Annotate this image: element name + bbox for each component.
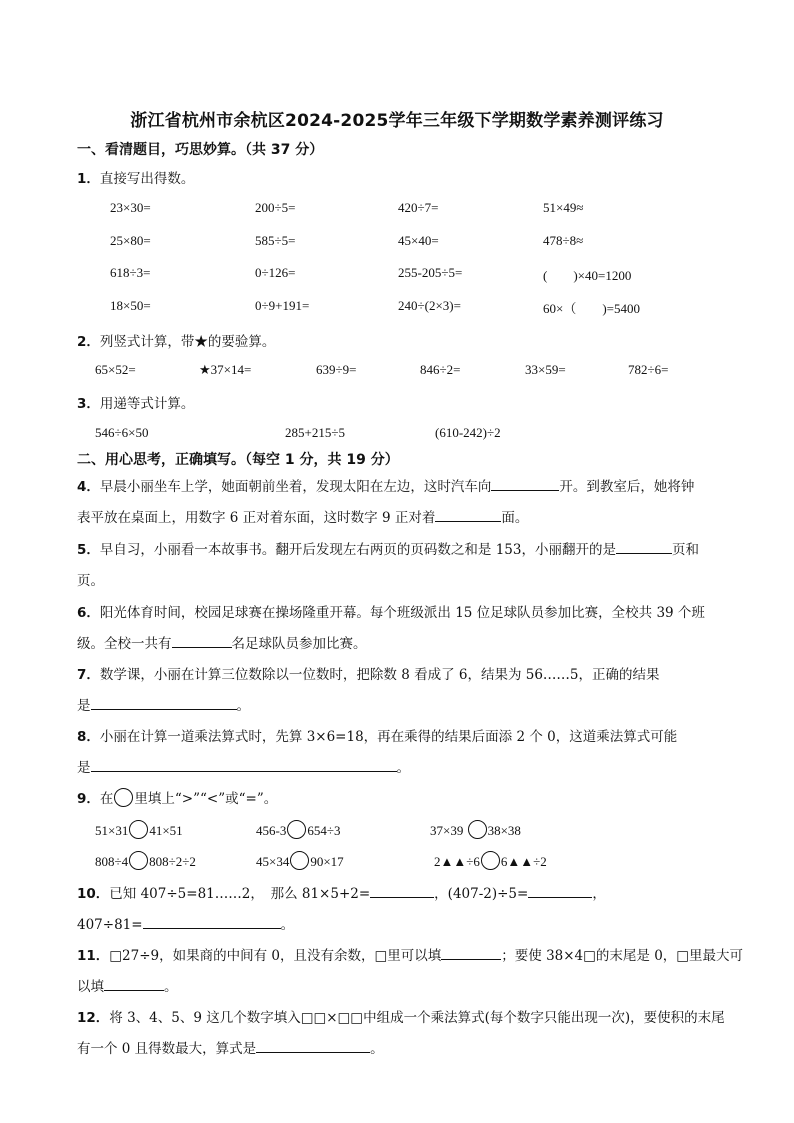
question-text: 表平放在桌面上，用数字 6 正对着东面，这时数字 9 正对着: [77, 510, 436, 526]
question-text: 页和: [671, 542, 699, 558]
question-text: 级。全校一共有: [77, 636, 172, 652]
answer-blank[interactable]: [172, 635, 232, 648]
q2-item: 33×59=: [525, 362, 566, 377]
question-text: 用递等式计算。: [99, 396, 195, 412]
answer-blank[interactable]: [441, 947, 501, 960]
question-text: 已知 407÷5=81……2， 那么 81×5+2=: [109, 886, 371, 902]
compare-circle[interactable]: [129, 820, 148, 839]
question-7: [77, 663, 660, 683]
compare-circle[interactable]: [129, 851, 148, 870]
q2-item: 846÷2=: [420, 362, 461, 377]
question-text: 开。到教室后，她将钟: [559, 479, 695, 495]
compare-item: [434, 851, 547, 870]
question-text: 阳光体育时间，校园足球赛在操场隆重开幕。每个班级派出 15 位足球队员参加比赛，全校共 39 个班: [99, 605, 705, 621]
q3-item: 285+215÷5: [285, 425, 345, 440]
question-text: 。: [370, 1041, 384, 1057]
question-text: 里填上“>”“<”或“=”。: [134, 791, 278, 807]
compare-circle[interactable]: [481, 851, 500, 870]
question-4: [77, 475, 694, 495]
question-text: 直接写出得数。: [99, 171, 195, 187]
compare-right: 41×51: [149, 823, 183, 838]
q1-item: ( )×40=1200: [543, 268, 632, 283]
compare-circle[interactable]: [287, 820, 306, 839]
q2-item: 65×52=: [95, 362, 136, 377]
question-text: 在: [99, 791, 114, 807]
question-10-cont: [77, 913, 294, 933]
answer-blank[interactable]: [256, 1040, 370, 1053]
compare-item: [95, 851, 196, 870]
section-2-heading: 二、用心思考，正确填写。（每空 1 分，共 19 分）: [77, 452, 399, 468]
q2-item: ★37×14=: [199, 362, 252, 377]
compare-circle-icon: [114, 788, 133, 807]
answer-blank[interactable]: [528, 885, 592, 898]
answer-blank[interactable]: [91, 697, 237, 710]
question-11-cont: [77, 975, 178, 995]
q1-item: 0÷9+191=: [255, 298, 310, 313]
q1-item: 420÷7=: [398, 200, 439, 215]
question-6-cont: [77, 632, 367, 652]
compare-right: 654÷3: [307, 823, 341, 838]
compare-left: 808÷4: [95, 854, 129, 869]
question-text: 407÷81=: [77, 917, 143, 933]
compare-right: 6▲▲÷2: [500, 854, 547, 869]
question-number: 2．: [77, 334, 100, 350]
question-text: 有一个 0 且得数最大，算式是: [77, 1041, 257, 1057]
question-6: [77, 601, 705, 621]
q1-item: 51×49≈: [543, 200, 584, 215]
question-text: 早晨小丽坐车上学，她面朝前坐着，发现太阳在左边，这时汽车向: [99, 479, 492, 495]
question-text: 是: [77, 760, 91, 776]
question-number: 11．: [77, 948, 110, 964]
question-text: 。: [164, 979, 178, 995]
compare-item: [430, 820, 521, 839]
question-number: 9．: [77, 791, 100, 807]
q1-item: 255-205÷5=: [398, 265, 463, 280]
answer-blank[interactable]: [91, 759, 397, 772]
compare-right: 90×17: [310, 854, 344, 869]
q1-item: 60×（ )=5400: [543, 301, 640, 316]
question-8-cont: [77, 756, 410, 776]
question-2: [77, 330, 275, 350]
q1-item: 45×40=: [398, 233, 439, 248]
compare-left: 37×39: [430, 823, 464, 838]
q2-item: 782÷6=: [628, 362, 669, 377]
question-1: [77, 167, 194, 187]
answer-blank[interactable]: [435, 509, 501, 522]
q1-item: 0÷126=: [255, 265, 296, 280]
question-5: [77, 538, 699, 558]
question-text: 数学课，小丽在计算三位数除以一位数时，把除数 8 看成了 6，结果为 56……5，正确的结果: [99, 667, 660, 683]
question-text: 早自习，小丽看一本故事书。翻开后发现左右两页的页码数之和是 153，小丽翻开的是: [99, 542, 616, 558]
section-1-heading: 一、看清题目，巧思妙算。（共 37 分）: [77, 142, 324, 158]
question-text: ，: [592, 886, 606, 902]
question-number: 5．: [77, 542, 100, 558]
question-text: 是: [77, 698, 91, 714]
question-4-cont: [77, 506, 528, 526]
q3-item: (610-242)÷2: [435, 425, 501, 440]
compare-item: [95, 820, 183, 839]
compare-left: 45×34: [256, 854, 290, 869]
q1-item: 25×80=: [110, 233, 151, 248]
question-7-cont: [77, 694, 250, 714]
question-8: [77, 725, 677, 745]
question-text: 。: [396, 760, 410, 776]
q1-item: 478÷8≈: [543, 233, 584, 248]
question-text: 。: [280, 917, 295, 933]
question-number: 3．: [77, 396, 100, 412]
answer-blank[interactable]: [104, 978, 164, 991]
question-text: □27÷9，如果商的中间有 0，且没有余数，□里可以填: [109, 948, 442, 964]
question-11: [77, 944, 743, 964]
question-text: 小丽在计算一道乘法算式时，先算 3×6=18，再在乘得的结果后面添 2 个 0，这道乘法算式可能: [99, 729, 678, 745]
answer-blank[interactable]: [616, 541, 672, 554]
question-text: 页。: [77, 573, 104, 589]
question-text: 名足球队员参加比赛。: [231, 636, 367, 652]
q1-item: 200÷5=: [255, 200, 296, 215]
compare-left: 2▲▲÷6: [434, 854, 480, 869]
compare-item: [256, 820, 340, 839]
question-text: ；要使 38×4□的末尾是 0，□里最大可: [501, 948, 744, 964]
question-text: 列竖式计算，带★的要验算。: [99, 334, 276, 350]
question-number: 12．: [77, 1010, 110, 1026]
compare-circle[interactable]: [468, 820, 487, 839]
question-5-cont: [77, 569, 104, 589]
compare-item: [256, 851, 344, 870]
question-number: 6．: [77, 605, 100, 621]
compare-circle[interactable]: [290, 851, 309, 870]
question-number: 1．: [77, 171, 100, 187]
answer-blank[interactable]: [370, 885, 434, 898]
question-text: 面。: [501, 510, 529, 526]
q1-item: 585÷5=: [255, 233, 296, 248]
q1-item: 240÷(2×3)=: [398, 298, 461, 313]
compare-left: 51×31: [95, 823, 129, 838]
q1-item: 18×50=: [110, 298, 151, 313]
question-number: 4．: [77, 479, 100, 495]
compare-left: 456-3: [256, 823, 287, 838]
answer-blank[interactable]: [491, 478, 559, 491]
question-number: 10．: [77, 886, 110, 902]
question-number: 8．: [77, 729, 100, 745]
compare-right: 38×38: [487, 823, 521, 838]
q2-item: 639÷9=: [316, 362, 357, 377]
question-9: [77, 787, 277, 807]
question-text: ，(407-2)÷5=: [434, 886, 529, 902]
question-12: [77, 1006, 725, 1026]
question-text: 将 3、4、5、9 这几个数字填入□□×□□中组成一个乘法算式(每个数字只能出现一次)，要使积的末尾: [109, 1010, 725, 1026]
question-text: 以填: [77, 979, 104, 995]
compare-right: 808÷2÷2: [149, 854, 196, 869]
q1-item: 23×30=: [110, 200, 151, 215]
question-10: [77, 882, 606, 902]
q3-item: 546÷6×50: [95, 425, 149, 440]
answer-blank[interactable]: [143, 916, 281, 929]
question-3: [77, 392, 194, 412]
page-title: 浙江省杭州市余杭区2024-2025学年三年级下学期数学素养测评练习: [130, 111, 664, 131]
question-text: 。: [236, 698, 250, 714]
question-number: 7．: [77, 667, 100, 683]
q1-item: 618÷3=: [110, 265, 151, 280]
question-12-cont: [77, 1037, 384, 1057]
